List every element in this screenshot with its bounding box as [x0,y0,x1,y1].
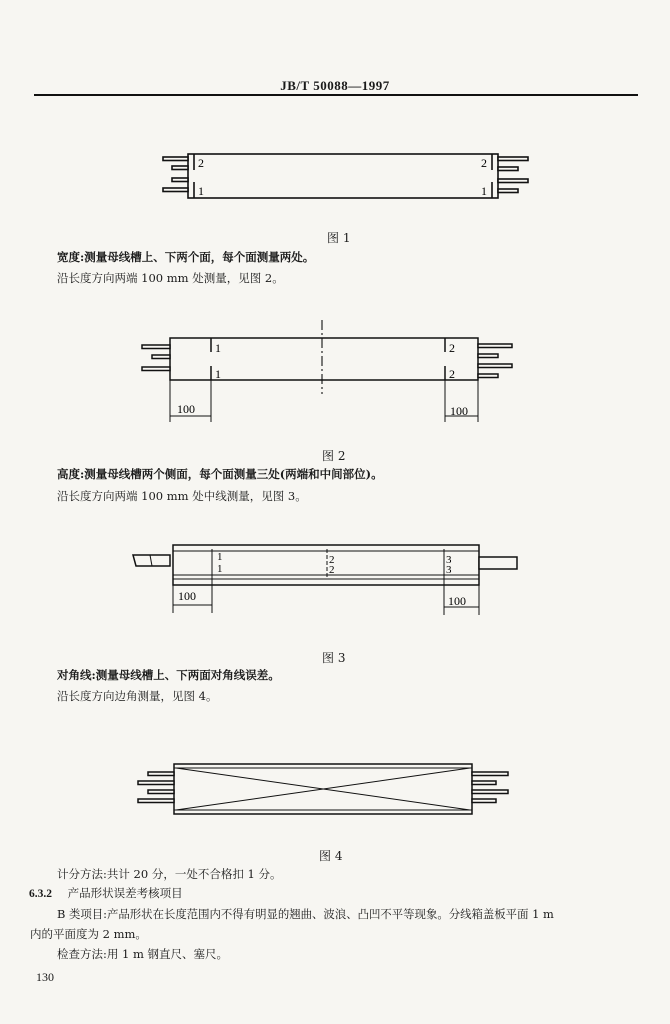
scoring-method: 计分方法:共计 20 分，一处不合格扣 1 分。 [57,867,282,881]
height-method: 沿长度方向两端 100 mm 处中线测量，见图 3。 [57,489,307,503]
figure-1-diagram [0,140,670,210]
fig2-dim-left: 100 [177,402,195,416]
fig2-dim-right: 100 [450,404,468,418]
check-method: 检查方法:用 1 m 钢直尺、塞尺。 [57,947,229,961]
width-method: 沿长度方向两端 100 mm 处测量，见图 2。 [57,271,284,285]
figure-2-diagram [0,318,670,428]
section-title: 产品形状误差考核项目 [67,886,183,900]
figure-3-diagram [0,537,670,617]
width-description: 宽度:测量母线槽上、下两个面，每个面测量两处。 [57,250,315,264]
b-item-line-1: B 类项目:产品形状在长度范围内不得有明显的翘曲、波浪、凸凹不平等现象。分线箱盖板平面 1 m [57,907,554,921]
fig1-label-right-bottom: 1 [481,184,487,198]
fig3-label-2b: 2 [329,564,335,576]
document-code-header: JB/T 50088—1997 [280,78,390,93]
fig1-label-right-top: 2 [481,156,487,170]
b-item-line-2: 内的平面度为 2 mm。 [30,927,147,941]
figure-3-caption: 图 3 [322,651,346,665]
figure-1-caption: 图 1 [327,231,351,245]
diagonal-method: 沿长度方向边角测量，见图 4。 [57,689,218,703]
diagonal-description: 对角线:测量母线槽上、下两面对角线误差。 [57,668,280,682]
header-rule [34,94,638,96]
fig3-dim-left: 100 [178,589,196,603]
fig1-label-left-bottom: 1 [198,184,204,198]
fig2-label-left-top: 1 [215,341,221,355]
fig3-label-1a: 1 [217,551,223,563]
section-heading [29,885,183,901]
figure-2-caption: 图 2 [322,449,346,463]
fig2-label-left-bottom: 1 [215,367,221,381]
fig2-label-right-top: 2 [449,341,455,355]
fig1-label-left-top: 2 [198,156,204,170]
fig3-dim-right: 100 [448,594,466,608]
fig3-label-1b: 1 [217,563,223,575]
fig2-label-right-bottom: 2 [449,367,455,381]
figure-4-caption: 图 4 [319,849,343,863]
section-number: 6.3.2 [29,888,52,900]
figure-4-diagram [0,754,670,824]
page-number: 130 [36,970,54,984]
fig3-label-2a: 2 [329,554,335,566]
fig3-label-3a: 3 [446,554,452,566]
fig3-label-3b: 3 [446,564,452,576]
height-description: 高度:测量母线槽两个侧面，每个面测量三处(两端和中间部位)。 [57,467,383,481]
